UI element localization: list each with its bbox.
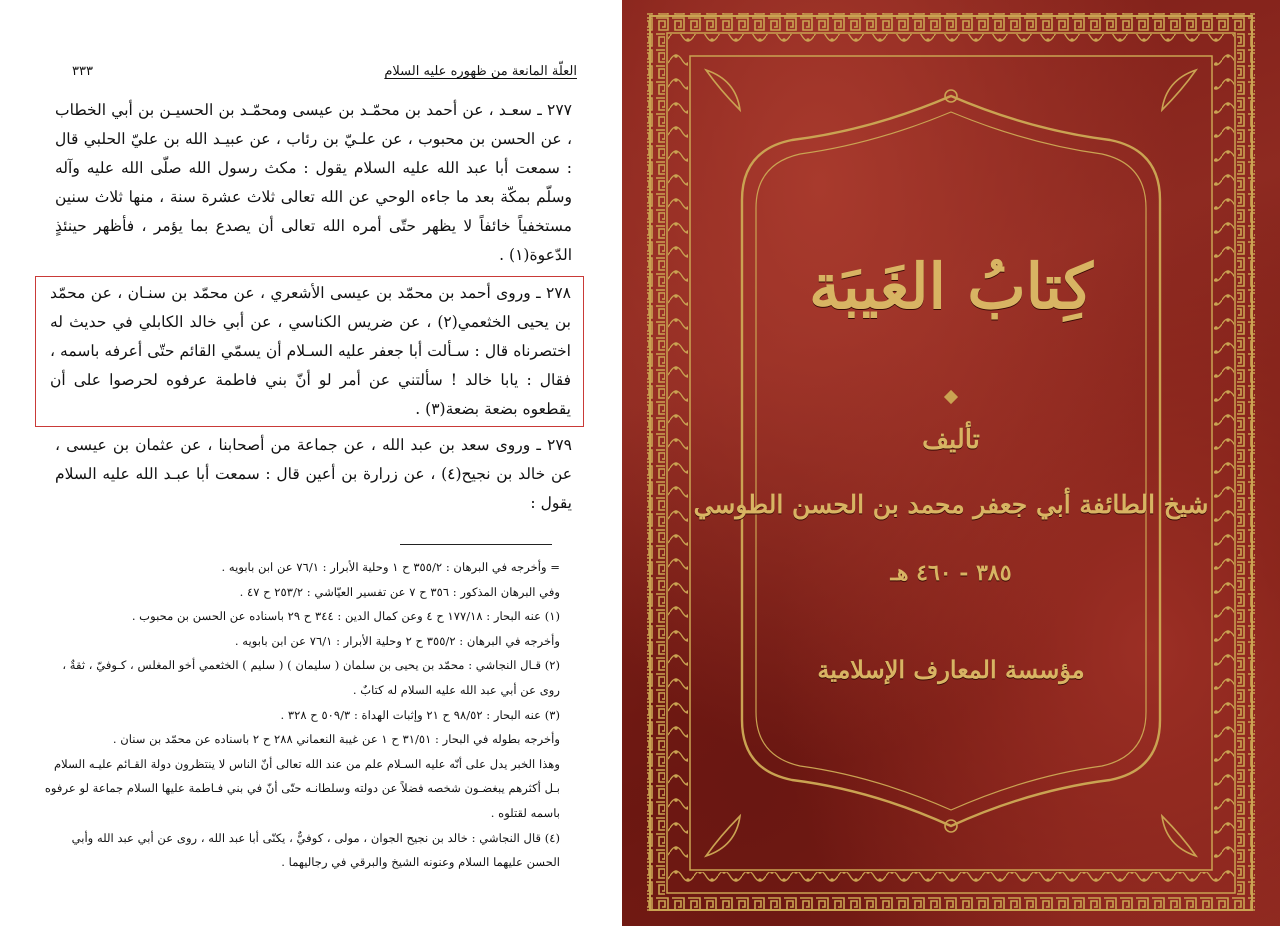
footnote-line: وهذا الخبر يدل على أنّه عليه السـلام علم من عند الله تعالى أنّ الناس لا ينتظرون دولة القـائم عليـه السلام بـل أكثرهم يبغضـون شخصه فضلاً عن دولته وسلطانـه حتّى أنّ في بني فـاطمة عليها السلام جماعة لو عرفوه باسمه لقتلوه . bbox=[44, 756, 560, 820]
cover-dates: ٣٨٥ - ٤٦٠ هـ bbox=[890, 560, 1012, 586]
footnote-line: وأخرجه بطوله في البحار : ٣١/٥١ ح ١ عن غيبة النعماني ٢٨٨ ح ٢ باسناده عن محمّد بن سنان . bbox=[112, 732, 560, 747]
footnote-line: (٣) عنه البحار : ٩٨/٥٢ ح ٢١ وإثبات الهداة : ٥٠٩/٣ ح ٣٢٨ . bbox=[280, 707, 560, 722]
book-cover bbox=[622, 0, 1280, 926]
footnote-line: = وأخرجه في البرهان : ٣٥٥/٢ ح ١ وحلية الأبرار : ٧٦/١ عن ابن بابويه . bbox=[221, 560, 560, 574]
cover-ornament-frame bbox=[622, 0, 1280, 926]
cover-author-label: تأليف bbox=[922, 425, 980, 455]
page-number: ٣٣٣ bbox=[72, 64, 93, 79]
hadith-277: ٢٧٧ ـ سعـد ، عن أحمد بن محمّـد بن عيسى ومحمّـد بن الحسيـن بن أبي الخطاب ، عن الحسن بن محبوب ، عن علـيّ بن رئاب ، عن عبيـد الله بن عليّ الحلبي قال : سمعت أبا عبد الله عليه السلام يقول : مكث رسول الله صلّى الله عليه وآله وسلّم بمكّة بعد ما جاءه الوحي عن الله تعالى ثلاث عشرة سنة ، منها ثلاث سنين مستخفياً خائفاً لا يظهر حتّى أمره الله تعالى أن يصدع بما يؤمر ، فأظهر حينئذٍ الدّعوة(١) . bbox=[55, 101, 572, 264]
hadith-278-highlighted: ٢٧٨ ـ وروى أحمد بن محمّد بن عيسى الأشعري ، عن محمّد بن سنـان ، عن محمّد بن يحيى الخثعمي(٢) ، عن ضريس الكناسي ، عن أبي خالد الكابلي في حديث له اختصرناه قال : سـألت أبا جعفر عليه السـلام أن يسمّي القائم حتّى أعرفه باسمه ، فقال : يابا خالد ! سألتني عن أمر لو أنّ بني فاطمة عرفوه لحرصوا على أن يقطعوه بضعة بضعة(٣) . bbox=[35, 276, 584, 427]
footnote-line: (٤) قال النجاشي : خالد بن نجيح الجوان ، مولى ، كوفيٌّ ، يكنّى أبا عبد الله ، روى عن أبي عبد الله وأبي الحسن عليهما السلام وعنونه الشيخ والبرقي في رجاليهما . bbox=[71, 830, 560, 870]
page-body bbox=[50, 96, 572, 518]
footnote-line: (٢) قـال النجاشي : محمّد بن يحيى بن سلمان ( سليمان ) ( سليم ) الخثعمي أخو المغلس ، كـوفيّ ، ثقةٌ ، روى عن أبي عبد الله عليه السلام له كتابٌ . bbox=[62, 658, 560, 697]
footnote-line: وفي البرهان المذكور : ٣٥٦ ح ٧ عن تفسير العيّاشي : ٢٥٣/٢ ح ٤٧ . bbox=[239, 584, 560, 599]
footnote-divider bbox=[400, 544, 552, 545]
page-header bbox=[72, 64, 577, 79]
cover-author: شيخ الطائفة أبي جعفر محمد بن الحسن الطوسي bbox=[693, 490, 1209, 519]
footnotes bbox=[40, 555, 560, 875]
cover-publisher: مؤسسة المعارف الإسلامية bbox=[817, 655, 1085, 684]
cover-title: كِتابُ الغَيبَة bbox=[809, 250, 1093, 323]
footnote-line: (١) عنه البحار : ١٧٧/١٨ ح ٤ وعن كمال الدين : ٣٤٤ ح ٢٩ باسناده عن الحسن بن محبوب . bbox=[131, 609, 560, 624]
book-page bbox=[0, 0, 620, 926]
running-head: العلّة المانعة من ظهوره عليه السلام bbox=[384, 64, 577, 79]
hadith-279: ٢٧٩ ـ وروى سعد بن عبد الله ، عن جماعة من أصحابنا ، عن عثمان بن عيسى ، عن خالد بن نجيح(٤) ، عن زرارة بن أعين قال : سمعت أبا عبـد الله عليه السلام يقول : bbox=[55, 436, 572, 512]
footnote-line: وأخرجه في البرهان : ٣٥٥/٢ ح ٢ وحلية الأبرار : ٧٦/١ عن ابن بابويه . bbox=[234, 633, 560, 648]
